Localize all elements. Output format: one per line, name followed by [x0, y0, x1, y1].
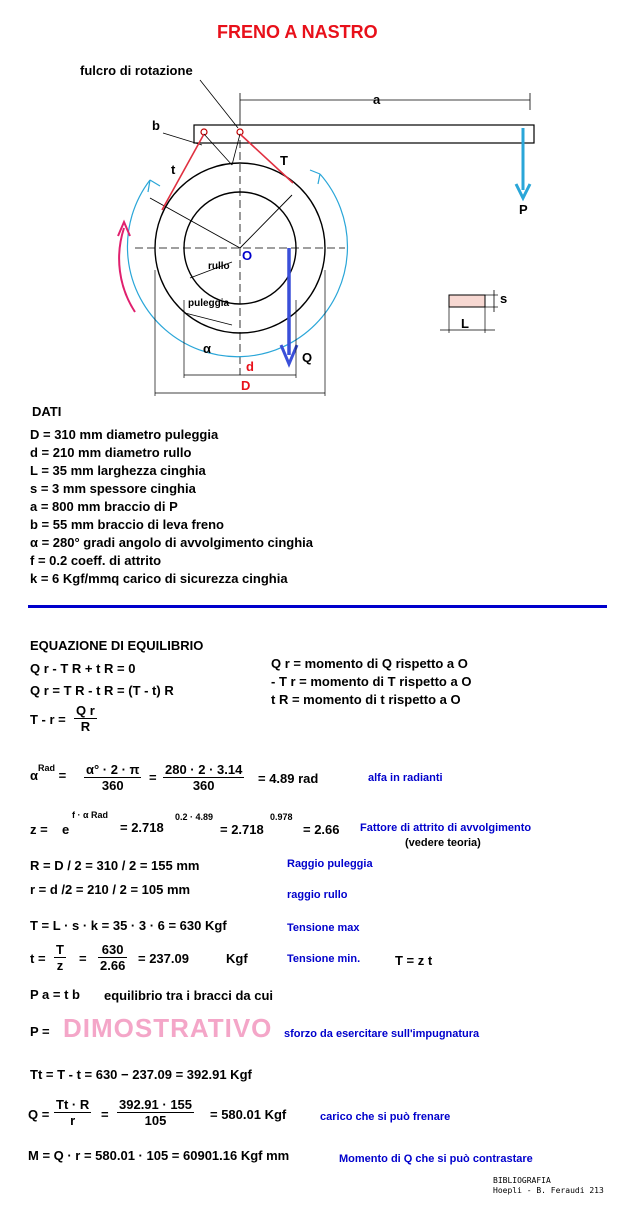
P-lhs: P =: [30, 1024, 50, 1039]
T-note: Tensione max: [287, 922, 360, 934]
t-fraction-1: [54, 942, 66, 973]
page-title: FRENO A NASTRO: [217, 22, 378, 42]
equals-sign: =: [101, 1107, 109, 1122]
label-s: s: [500, 291, 508, 306]
label-b: b: [152, 118, 160, 133]
z-mid-2: = 2.718: [220, 822, 264, 837]
label-T: T: [280, 153, 288, 168]
moment-Q: Q r = momento di Q rispetto a O: [271, 656, 468, 671]
label-L: L: [461, 316, 469, 331]
r-line: r = d /2 = 210 / 2 = 105 mm: [30, 882, 191, 897]
Q-fraction-1: [54, 1097, 91, 1128]
dati-line: f = 0.2 coeff. di attrito: [30, 553, 162, 568]
dati-line: k = 6 Kgf/mmq carico di sicurezza cinghia: [30, 571, 288, 586]
fraction-den: r: [70, 1113, 76, 1128]
biblio-heading: BIBLIOGRAFIA: [493, 1176, 551, 1185]
dati-heading: DATI: [32, 404, 62, 419]
dati-line: L = 35 mm larghezza cinghia: [30, 463, 206, 478]
eq-heading: EQUAZIONE DI EQUILIBRIO: [30, 638, 204, 653]
dati-line: b = 55 mm braccio di leva freno: [30, 517, 224, 532]
t-relation: T = z t: [395, 953, 433, 968]
band-section: [449, 295, 485, 307]
z-exp-2: 0.2 · 4.89: [175, 812, 214, 822]
biblio-source: Hoepli - B. Feraudi 213: [493, 1186, 604, 1195]
R-note: Raggio puleggia: [287, 858, 373, 870]
fraction-num: Tt · R: [56, 1097, 90, 1112]
alpha-fraction-1: [84, 762, 141, 793]
fraction-den: 2.66: [100, 958, 126, 973]
fraction-den: 105: [144, 1113, 167, 1128]
r-note: raggio rullo: [287, 889, 348, 901]
M-note: Momento di Q che si può contrastare: [339, 1153, 533, 1165]
label-puleggia: puleggia: [188, 298, 230, 309]
fraction-den: z: [56, 958, 64, 973]
moment-t: t R = momento di t rispetto a O: [271, 692, 461, 707]
fraction-num: Q r: [76, 703, 95, 718]
Pa-text: equilibrio tra i bracci da cui: [104, 988, 274, 1003]
M-line: M = Q · r = 580.01 · 105 = 60901.16 Kgf mm: [28, 1148, 290, 1163]
z-exp-1: f · α Rad: [72, 810, 109, 820]
z-lhs: z =: [30, 822, 48, 837]
eq-line-3-lhs: T - r =: [30, 712, 66, 727]
label-P: P: [519, 202, 528, 217]
fraction-num: 392.91 · 155: [119, 1097, 193, 1112]
band-brake-diagram: [0, 55, 642, 400]
z-result: = 2.66: [303, 822, 340, 837]
dati-line: d = 210 mm diametro rullo: [30, 445, 192, 460]
eq-line-1: Q r - T R + t R = 0: [30, 661, 136, 676]
lever-bar: [194, 125, 534, 143]
equals-sign: =: [149, 770, 157, 785]
eq-line-3-fraction: [74, 703, 97, 734]
eq-line-2: Q r = T R - t R = (T - t) R: [30, 683, 174, 698]
fraction-den: 360: [192, 778, 215, 793]
fraction-num: 630: [98, 942, 127, 958]
Q-fraction-2: [117, 1097, 194, 1128]
label-D: D: [241, 378, 251, 393]
label-Q: Q: [302, 350, 313, 365]
moment-T: - T r = momento di T rispetto a O: [271, 674, 472, 689]
label-alpha: α: [203, 341, 211, 356]
z-mid-1: = 2.718: [120, 820, 164, 835]
fraction-num: α° · 2 · π: [86, 762, 140, 777]
fraction-den: 360: [101, 778, 124, 793]
fraction-den: R: [80, 719, 91, 734]
t-lhs: t =: [30, 951, 46, 966]
t-fraction-2: [98, 942, 127, 973]
label-rullo: rullo: [208, 261, 230, 272]
t-result: = 237.09: [138, 951, 189, 966]
label-fulcro: fulcro di rotazione: [80, 63, 193, 78]
Q-result: = 580.01 Kgf: [210, 1107, 287, 1122]
t-unit: Kgf: [226, 951, 248, 966]
demo-watermark: DIMOSTRATIVO: [63, 1013, 273, 1043]
z-e: e: [62, 822, 70, 837]
dati-line: s = 3 mm spessore cinghia: [30, 481, 196, 496]
alpha-result: = 4.89 rad: [258, 771, 319, 786]
dati-line: α = 280° gradi angolo di avvolgimento cinghia: [30, 535, 313, 550]
Tt-line: Tt = T - t = 630 − 237.09 = 392.91 Kgf: [30, 1067, 252, 1082]
z-note-2: (vedere teoria): [405, 837, 481, 849]
R-line: R = D / 2 = 310 / 2 = 155 mm: [30, 858, 200, 873]
section-divider: [28, 605, 607, 608]
alpha-fraction-2: [163, 762, 244, 793]
alpha-symbol: α: [30, 768, 38, 783]
Q-note: carico che si può frenare: [320, 1111, 451, 1123]
alpha-sup: Rad: [38, 763, 56, 773]
alpha-eq: =: [58, 768, 67, 783]
label-a: a: [373, 92, 381, 107]
label-t: t: [171, 162, 176, 177]
T-line: T = L · s · k = 35 · 3 · 6 = 630 Kgf: [30, 918, 227, 933]
equals-sign: =: [79, 951, 87, 966]
Pa-line: P a = t b: [30, 987, 80, 1002]
dati-line: a = 800 mm braccio di P: [30, 499, 178, 514]
label-d: d: [246, 359, 254, 374]
alpha-rad-lhs: [30, 763, 67, 783]
z-exp-3: 0.978: [270, 812, 293, 822]
z-note: Fattore di attrito di avvolgimento: [360, 822, 532, 834]
label-O: O: [242, 248, 253, 263]
fraction-num: T: [56, 942, 64, 957]
t-note: Tensione min.: [287, 953, 361, 965]
alpha-note: alfa in radianti: [368, 772, 443, 784]
dati-list: [30, 426, 313, 588]
dati-line: D = 310 mm diametro puleggia: [30, 427, 219, 442]
fraction-num: 280 · 2 · 3.14: [165, 762, 243, 777]
P-note: sforzo da esercitare sull'impugnatura: [284, 1028, 480, 1040]
Q-lhs: Q =: [28, 1107, 50, 1122]
